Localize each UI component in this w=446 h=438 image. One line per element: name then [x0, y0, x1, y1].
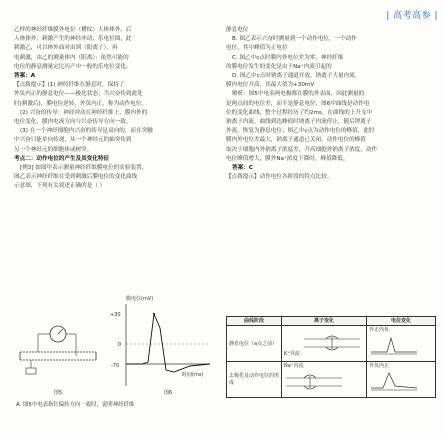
- left-line: 电位变化，膜内电流方向与兴奋传导方向一致。: [14, 119, 132, 126]
- right-line: B. 图乙表示兴奋时测量到一个动作电位，一个动作: [232, 36, 357, 43]
- row-pot-cell: [367, 362, 436, 398]
- right-line: 外流，恢复为静息电位；图乙中c点为动作电位的峰值，此时: [226, 128, 375, 135]
- left-line: 外负内正的静息电位——极化状态；当兴奋传到此处: [14, 91, 143, 98]
- row-ion-cell: [282, 326, 367, 362]
- right-line: 膜内外电位差最大，钠离子通道已关闭，动作电位的峰值: [226, 137, 366, 144]
- figure-caption-left: 图5: [54, 390, 63, 396]
- figure-diagrams: [14, 290, 214, 410]
- row-pot-text: 外正内负: [369, 327, 390, 334]
- left-line: [例3] 如图甲表示测量神经纤维膜电位的实验装置，: [20, 165, 148, 172]
- left-line: 电位的静息测量定比丙产中一般的乐电位变化。: [14, 63, 132, 70]
- right-line: 电位峰值增大，膜外Na⁺浓度下降时，峰值降低。: [226, 155, 349, 162]
- left-line: 图乙表示神经纤维在受到刺激后膜电位的变化曲线: [14, 174, 138, 181]
- right-line: D. 图乙中c点时钠离子通道开放，钠离子大量内流，: [232, 73, 361, 80]
- row-label: 静息电位（a点之前）: [227, 326, 282, 362]
- table-header: 离子变化: [282, 317, 367, 326]
- left-line: 【点拨提示】(1) 神经纤维在静息时，保持了: [14, 82, 125, 89]
- table-header: 曲线阶段: [227, 317, 282, 326]
- figure-block: [14, 290, 214, 410]
- section-heading: 考点二：动作电位的产生及其变化特征: [14, 155, 110, 162]
- row-label: 去极化及动作电位的形成: [227, 362, 282, 398]
- answer-label: 答案：A: [14, 73, 36, 80]
- membrane-sketch-icon: [284, 370, 344, 394]
- right-line: 静息电位: [226, 27, 249, 33]
- right-line: 位的变化曲线，整个过程经历了约2ms，在曲线的上升支中: [226, 109, 373, 116]
- row-ion-text: K⁺外流: [284, 350, 300, 357]
- left-line: (3) 在一个神经细胞内兴奋的传导是双向的，而在突触: [20, 128, 153, 135]
- row-ion-text: Na⁺内流: [284, 363, 304, 370]
- apparatus-diagram: [20, 326, 96, 374]
- left-line: 刺激乙，可以体外面对由到（阳离子），再: [14, 45, 118, 52]
- left-line: 乙样的神经纤维膜外电位（槽纹）人体体外，后: [14, 27, 132, 33]
- y-axis-label: 膜电位(mV): [126, 296, 154, 302]
- left-line: 示意图，下列有关叙述正确的是（ ）: [14, 183, 106, 190]
- comparison-table: [226, 316, 436, 398]
- right-line: 取决于细胞内外钠离子浓度差，升高细胞外钠离子浓度，动作: [226, 146, 378, 153]
- table-header-row: [227, 317, 436, 326]
- left-line: 中兴奋只能单向传递，从一个神经元的轴突传到: [14, 137, 132, 144]
- table-row: [227, 326, 436, 362]
- figure-caption-right: 图6: [164, 390, 173, 396]
- right-line: 的膜电位发生的变化是由于Na⁺内流引起的: [226, 63, 332, 70]
- left-line: 时(刺激后)，膜电位逆转，外负内正，称为动作电位。: [14, 100, 148, 107]
- left-line: 电刺激，由乙的测量体内（阳离）：依然可能的: [14, 54, 129, 61]
- y-tick-top: +30: [110, 312, 121, 318]
- right-line: 是两点间的电位差，而不是静息电位，图6中曲线是动作电: [226, 100, 370, 107]
- section-badge: | 高考高参 |: [386, 11, 438, 21]
- table-header: 电位变化: [367, 317, 436, 326]
- potential-curve-icon: [369, 370, 419, 394]
- left-line: 人体体外，刺激产生的神经冲动，乐电位图，此: [14, 36, 132, 43]
- right-line: 电位，其中峰值为正电位: [226, 45, 288, 52]
- right-line: 【点拨提示】动作电位各阶段的特点比较。: [226, 174, 333, 181]
- right-line: 膜内电位升高，其最大值为+30mV: [226, 82, 315, 89]
- membrane-sketch-icon: [302, 331, 362, 355]
- right-column: [226, 26, 436, 182]
- row-ion-cell: [282, 362, 367, 398]
- row-pot-cell: [367, 326, 436, 362]
- right-line: C. 图乙中c点时膜内外电位差为零，神经纤维: [232, 54, 344, 61]
- left-line: (2) 兴奋的传导：神经冲动在神经纤维上，膜内外的: [20, 109, 148, 116]
- table-row: [227, 362, 436, 398]
- left-line: 另一个神经元的细胞体或树突。: [14, 146, 93, 153]
- y-tick-bottom: -70: [111, 363, 120, 369]
- right-line: 解析：图5中电表两电极都在膜的外表面，因此测量的: [232, 91, 365, 98]
- row-pot-text: 外负内正: [369, 363, 390, 370]
- answer-label: 答案：C: [232, 165, 253, 172]
- x-axis-label: 时间(ms): [182, 372, 204, 378]
- y-tick-zero: 0: [118, 342, 122, 348]
- right-line: 钠离子内流，曲线到达峰值时钠离子内流停止，随后钾离子: [226, 119, 372, 126]
- option-a: A. 图5中电表指针偏转方向一致时，说明神经纤维: [16, 402, 135, 408]
- potential-curve-icon: [369, 334, 419, 358]
- left-column: [14, 26, 214, 192]
